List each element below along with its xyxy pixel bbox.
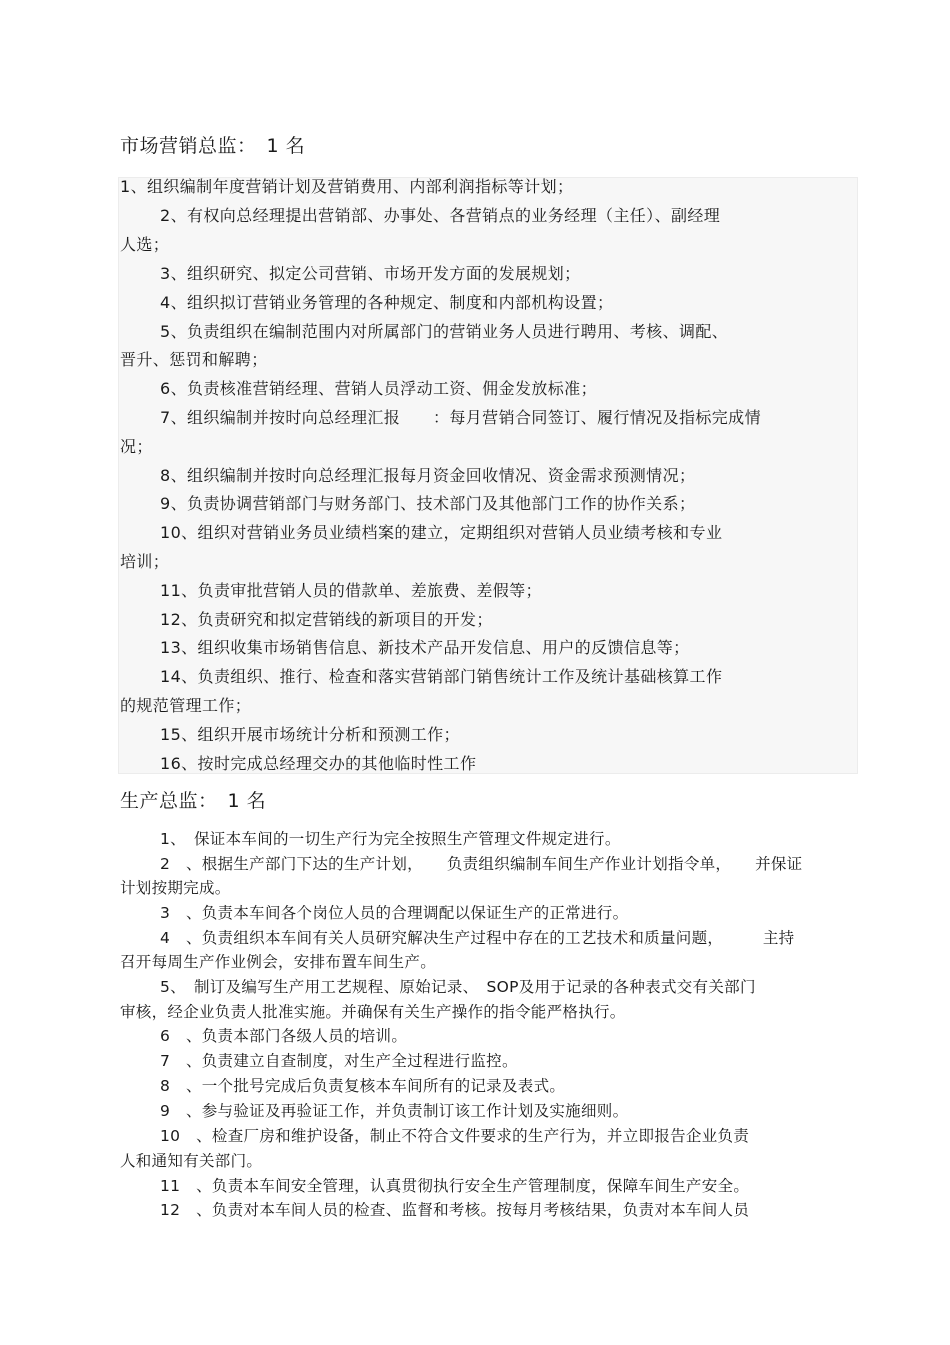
duty-line: 6、负责核准营销经理、营销人员浮动工资、佣金发放标准；	[160, 379, 597, 398]
duty-line: 11、负责审批营销人员的借款单、差旅费、差假等；	[160, 581, 542, 600]
duty-line: 11 、负责本车间安全管理，认真贯彻执行安全生产管理制度，保障车间生产安全。	[160, 1177, 750, 1195]
duty-line: 7 、负责建立自查制度，对生产全过程进行监控。	[160, 1052, 518, 1070]
duty-line: 14、负责组织、推行、检查和落实营销部门销售统计工作及统计基础核算工作	[160, 667, 723, 686]
duty-line: 8 、一个批号完成后负责复核本车间所有的记录及表式。	[160, 1077, 566, 1095]
duty-line: 5、负责组织在编制范围内对所属部门的营销业务人员进行聘用、考核、调配、	[160, 322, 729, 341]
duty-line: 5、 制订及编写生产用工艺规程、原始记录、 SOP及用于记录的各种表式交有关部门	[160, 978, 756, 996]
duty-line: 12、负责研究和拟定营销线的新项目的开发；	[160, 610, 493, 629]
duty-line: 12 、负责对本车间人员的检查、监督和考核。按每月考核结果，负责对本车间人员	[160, 1201, 750, 1219]
duty-line: 人和通知有关部门。	[120, 1152, 263, 1170]
duty-line: 10 、检查厂房和维护设备，制止不符合文件要求的生产行为，并立即报告企业负责	[160, 1127, 750, 1145]
duty-line: 3、组织研究、拟定公司营销、市场开发方面的发展规划；	[160, 264, 581, 283]
duty-line: 16、按时完成总经理交办的其他临时性工作	[160, 754, 477, 773]
duty-line: 审核，经企业负责人批准实施。并确保有关生产操作的指令能严格执行。	[120, 1003, 626, 1021]
duty-line: 8、组织编制并按时向总经理汇报每月资金回收情况、资金需求预测情况；	[160, 466, 696, 485]
duty-line: 1、 保证本车间的一切生产行为完全按照生产管理文件规定进行。	[160, 830, 621, 848]
duty-line: 4、组织拟订营销业务管理的各种规定、制度和内部机构设置；	[160, 293, 614, 312]
duty-line: 3 、负责本车间各个岗位人员的合理调配以保证生产的正常进行。	[160, 904, 629, 922]
duty-line: 培训；	[120, 552, 170, 571]
duty-line: 6 、负责本部门各级人员的培训。	[160, 1027, 408, 1045]
section-title-production-director: 生产总监： 1 名	[120, 790, 267, 812]
duty-line: 13、组织收集市场销售信息、新技术产品开发信息、用户的反馈信息等；	[160, 638, 690, 657]
duty-line: 7、组织编制并按时向总经理汇报 ：每月营销合同签订、履行情况及指标完成情	[160, 408, 761, 427]
duty-line: 人选；	[120, 235, 170, 254]
duty-line: 召开每周生产作业例会，安排布置车间生产。	[120, 953, 437, 971]
section-title-marketing-director: 市场营销总监： 1 名	[120, 135, 306, 157]
duty-line: 计划按期完成。	[120, 879, 231, 897]
duty-line: 2 、根据生产部门下达的生产计划， 负责组织编制车间生产作业计划指令单， 并保证	[160, 855, 803, 873]
duty-line: 2、有权向总经理提出营销部、办事处、各营销点的业务经理（主任）、副经理	[160, 206, 721, 225]
duty-line: 晋升、惩罚和解聘；	[120, 350, 268, 369]
duty-line: 10、组织对营销业务员业绩档案的建立，定期组织对营销人员业绩考核和专业	[160, 523, 723, 542]
duty-line: 9、负责协调营销部门与财务部门、技术部门及其他部门工作的协作关系；	[160, 494, 696, 513]
duty-line: 1、组织编制年度营销计划及营销费用、内部利润指标等计划；	[120, 177, 574, 196]
duty-line: 15、组织开展市场统计分析和预测工作；	[160, 725, 460, 744]
duty-line: 况；	[120, 437, 153, 456]
duty-line: 4 、负责组织本车间有关人员研究解决生产过程中存在的工艺技术和质量问题， 主持	[160, 929, 795, 947]
duty-line: 的规范管理工作；	[120, 696, 252, 715]
duty-line: 9 、参与验证及再验证工作，并负责制订该工作计划及实施细则。	[160, 1102, 629, 1120]
